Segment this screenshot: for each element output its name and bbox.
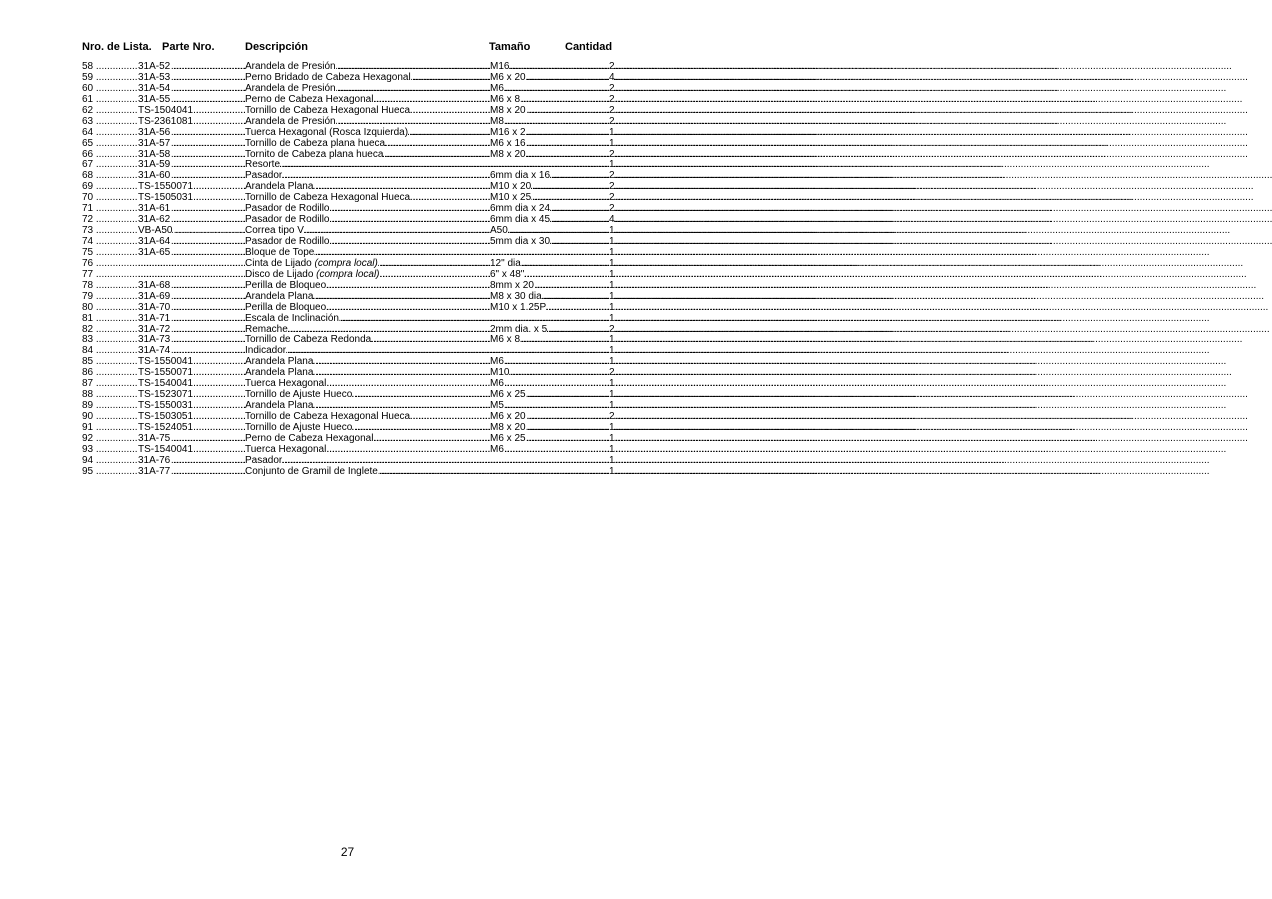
- size-text: M10: [490, 367, 510, 379]
- description-text: Tornillo de Cabeza Redonda: [245, 334, 372, 346]
- list-number-text: 65: [82, 137, 94, 149]
- list-number-text: 92: [82, 432, 94, 444]
- cell-size: [490, 117, 609, 128]
- cell-description: [245, 314, 490, 325]
- list-number-text: 76: [82, 257, 94, 269]
- header-description: Descripción: [245, 41, 308, 53]
- size-text: M10 x 20: [490, 181, 532, 193]
- description-text: Perno de Cabeza Hexagonal: [245, 432, 374, 444]
- description-text: Tuerca Hexagonal: [245, 378, 327, 390]
- quantity-text: 1: [609, 421, 615, 433]
- list-number-text: 75: [82, 246, 94, 258]
- description-text: Perno de Cabeza Hexagonal: [245, 93, 374, 105]
- list-number-text: 84: [82, 345, 94, 357]
- list-number-text: 89: [82, 400, 94, 412]
- description-text: Tornillo de Cabeza plana hueca: [245, 137, 386, 149]
- list-number-text: 61: [82, 93, 94, 105]
- description-text: Tornillo de Ajuste Hueco: [245, 389, 353, 401]
- description-text: Arandela Plana: [245, 400, 314, 412]
- quantity-text: 1: [609, 236, 615, 247]
- part-number-text: 31A-59: [138, 159, 171, 171]
- quantity-text: 2: [609, 323, 615, 335]
- quantity-text: 1: [609, 465, 615, 477]
- size-text: M6 x 8: [490, 334, 521, 346]
- cell-size: [490, 128, 609, 139]
- quantity-text: 2: [609, 367, 615, 379]
- part-number-text: 31A-76: [138, 454, 171, 466]
- cell-list-number: [82, 303, 138, 314]
- part-number-text: 31A-73: [138, 334, 171, 346]
- description-text: Pasador de Rodillo: [245, 203, 330, 215]
- description-text: Tornillo de Cabeza Hexagonal Hueca: [245, 411, 411, 422]
- list-number-text: 74: [82, 236, 94, 247]
- quantity-text: 1: [609, 225, 615, 237]
- table-row: [82, 303, 614, 314]
- table-row: [82, 128, 614, 139]
- cell-description: [245, 117, 490, 128]
- size-text: M8 x 20: [490, 104, 526, 116]
- quantity-text: 2: [609, 203, 615, 215]
- list-number-text: 80: [82, 301, 94, 313]
- list-number-text: 64: [82, 126, 94, 138]
- size-text: 2mm dia. x 5: [490, 323, 548, 335]
- description-text: Disco de Lijado: [245, 268, 317, 280]
- part-number-text: 31A-57: [138, 137, 171, 149]
- list-number-text: 63: [82, 115, 94, 127]
- description-text: Tuerca Hexagonal: [245, 443, 327, 455]
- part-number-text: 31A-54: [138, 82, 171, 94]
- size-text: M10 x 1.25P: [490, 301, 546, 313]
- list-number-text: 68: [82, 170, 94, 182]
- quantity-text: 2: [609, 82, 615, 94]
- table-row: [82, 314, 614, 325]
- description-note: (compra local): [316, 268, 380, 280]
- list-number-text: 88: [82, 389, 94, 401]
- quantity-text: 1: [609, 137, 615, 149]
- list-number-text: 81: [82, 312, 94, 324]
- part-number-text: 31A-55: [138, 93, 171, 105]
- description-text: Arandela Plana: [245, 181, 314, 193]
- cell-description: [245, 292, 490, 303]
- cell-list-number: [82, 139, 138, 150]
- list-number-text: 67: [82, 159, 94, 171]
- quantity-text: 1: [609, 126, 615, 138]
- list-number-text: 72: [82, 214, 94, 226]
- part-number-text: 31A-52: [138, 61, 171, 72]
- description-text: Indicador: [245, 345, 287, 357]
- quantity-text: 2: [609, 115, 615, 127]
- size-text: M6: [490, 443, 504, 455]
- quantity-text: 1: [609, 312, 615, 324]
- cell-size: [490, 467, 609, 478]
- part-number-text: TS-1540041: [138, 378, 194, 390]
- cell-list-number: [82, 467, 138, 478]
- cell-list-number: [82, 117, 138, 128]
- description-text: Tornillo de Cabeza Hexagonal Hueca: [245, 104, 411, 116]
- cell-quantity: [609, 467, 614, 478]
- list-number-text: 82: [82, 323, 94, 335]
- list-number-text: 59: [82, 71, 94, 83]
- description-text: Pasador: [245, 454, 283, 466]
- quantity-text: 1: [609, 432, 615, 444]
- cell-part-number: [138, 292, 245, 303]
- quantity-text: 2: [609, 93, 615, 105]
- list-number-text: 69: [82, 181, 94, 193]
- table-row: [82, 292, 614, 303]
- size-text: M8 x 20: [490, 421, 526, 433]
- description-text: Pasador: [245, 170, 283, 182]
- size-text: M6 x 25: [490, 389, 526, 401]
- size-text: M6: [490, 378, 504, 390]
- quantity-text: 2: [609, 61, 615, 72]
- list-number-text: 95: [82, 465, 94, 477]
- cell-list-number: [82, 128, 138, 139]
- list-number-text: 93: [82, 443, 94, 455]
- size-text: 6mm dia x 24: [490, 203, 551, 215]
- size-text: M8: [490, 115, 504, 127]
- cell-quantity: [609, 117, 614, 128]
- description-text: Arandela Plana: [245, 367, 314, 379]
- part-number-text: 31A-56: [138, 126, 171, 138]
- quantity-text: 1: [609, 268, 615, 280]
- size-text: M6 x 20: [490, 411, 526, 422]
- description-text: Correa tipo V: [245, 225, 304, 237]
- size-text: M8 x 30 dia: [490, 290, 542, 302]
- quantity-text: 1: [609, 356, 615, 368]
- size-text: M16 x 2: [490, 126, 526, 138]
- size-text: A50: [490, 225, 508, 237]
- list-number-text: 91: [82, 421, 94, 433]
- cell-size: [490, 139, 609, 150]
- quantity-text: 1: [609, 389, 615, 401]
- table-row: [82, 139, 614, 150]
- description-text: Remache: [245, 323, 288, 335]
- cell-description: [245, 139, 490, 150]
- list-number-text: 79: [82, 290, 94, 302]
- part-number-text: TS-1540041: [138, 443, 194, 455]
- cell-description: [245, 467, 490, 478]
- list-number-text: 86: [82, 367, 94, 379]
- cell-list-number: [82, 314, 138, 325]
- size-text: M8 x 20: [490, 148, 526, 160]
- part-number-text: 31A-75: [138, 432, 171, 444]
- description-text: Arandela Plana: [245, 356, 314, 368]
- description-text: Bloque de Tope: [245, 246, 315, 258]
- cell-part-number: [138, 117, 245, 128]
- cell-quantity: [609, 139, 614, 150]
- cell-part-number: [138, 467, 245, 478]
- cell-part-number: [138, 303, 245, 314]
- description-text: Tuerca Hexagonal (Rosca Izquierda): [245, 126, 409, 138]
- size-text: 12" dia: [490, 257, 521, 269]
- cell-size: [490, 292, 609, 303]
- part-number-text: 31A-61: [138, 203, 171, 215]
- description-text: Perilla de Bloqueo: [245, 301, 327, 313]
- cell-part-number: [138, 314, 245, 325]
- quantity-text: 2: [609, 181, 615, 193]
- part-number-text: 31A-74: [138, 345, 171, 357]
- part-number-text: VB-A50: [138, 225, 173, 237]
- quantity-text: 1: [609, 454, 615, 466]
- part-number-text: 31A-65: [138, 246, 171, 258]
- list-number-text: 62: [82, 104, 94, 116]
- cell-list-number: [82, 292, 138, 303]
- part-number-text: 31A-77: [138, 465, 171, 477]
- header-part-no: Parte Nro.: [162, 41, 215, 53]
- size-text: M6: [490, 356, 504, 368]
- part-number-text: TS-1550071: [138, 367, 194, 379]
- description-text: Arandela de Presión: [245, 115, 336, 127]
- part-number-text: TS-1504041: [138, 104, 194, 116]
- part-number-text: TS-1550041: [138, 356, 194, 368]
- cell-quantity: [609, 303, 614, 314]
- part-number-text: 31A-70: [138, 301, 171, 313]
- page-number: 27: [340, 845, 355, 859]
- description-note: (compra local): [314, 257, 378, 269]
- list-number-text: 85: [82, 356, 94, 368]
- part-number-text: TS-1550071: [138, 181, 194, 193]
- cell-quantity: [609, 292, 614, 303]
- quantity-text: 2: [609, 192, 615, 204]
- quantity-text: 1: [609, 279, 615, 291]
- list-number-text: 66: [82, 148, 94, 160]
- part-number-text: 31A-69: [138, 290, 171, 302]
- quantity-text: 1: [609, 443, 615, 455]
- description-text: Pasador de Rodillo: [245, 236, 330, 247]
- cell-quantity: [609, 314, 614, 325]
- description-text: Conjunto de Gramil de Inglete: [245, 465, 378, 477]
- quantity-text: 1: [609, 290, 615, 302]
- header-quantity: Cantidad: [565, 41, 613, 53]
- size-text: M16: [490, 61, 510, 72]
- table-row: [82, 467, 614, 478]
- part-number-text: TS-1524051: [138, 421, 194, 433]
- size-text: M6 x 25: [490, 432, 526, 444]
- description-text: Tornillo de Cabeza Hexagonal Hueca: [245, 192, 411, 204]
- size-text: M5: [490, 400, 504, 412]
- quantity-text: 1: [609, 301, 615, 313]
- description-text: Arandela de Presión: [245, 82, 336, 94]
- part-number-text: 31A-62: [138, 214, 171, 226]
- cell-part-number: [138, 139, 245, 150]
- part-number-text: TS-1523071: [138, 389, 194, 401]
- cell-size: [490, 314, 609, 325]
- quantity-text: 2: [609, 411, 615, 422]
- table-row: [82, 117, 614, 128]
- size-text: M6 x 16: [490, 137, 526, 149]
- size-text: 8mm x 20: [490, 279, 534, 291]
- list-number-text: 77: [82, 268, 94, 280]
- part-number-text: TS-1505031: [138, 192, 194, 204]
- size-text: 6mm dia x 16: [490, 170, 551, 182]
- part-number-text: TS-2361081: [138, 115, 194, 127]
- description-text: Resorte: [245, 159, 281, 171]
- list-number-text: 73: [82, 225, 94, 237]
- part-number-text: 31A-72: [138, 323, 171, 335]
- size-text: M10 x 25: [490, 192, 532, 204]
- part-number-text: 31A-53: [138, 71, 171, 83]
- list-number-text: 70: [82, 192, 94, 204]
- description-text: Tornillo de Ajuste Hueco: [245, 421, 353, 433]
- list-number-text: 58: [82, 61, 94, 72]
- cell-quantity: [609, 128, 614, 139]
- part-number-text: TS-1550031: [138, 400, 194, 412]
- quantity-text: 1: [609, 257, 615, 269]
- description-text: Pasador de Rodillo: [245, 214, 330, 226]
- description-text: Arandela Plana: [245, 290, 314, 302]
- quantity-text: 2: [609, 104, 615, 116]
- quantity-text: 4: [609, 214, 615, 226]
- quantity-text: 1: [609, 159, 615, 171]
- quantity-text: 4: [609, 71, 615, 83]
- cell-description: [245, 128, 490, 139]
- list-number-text: 87: [82, 378, 94, 390]
- list-number-text: 78: [82, 279, 94, 291]
- quantity-text: 1: [609, 334, 615, 346]
- part-number-text: 31A-71: [138, 312, 171, 324]
- list-number-text: 71: [82, 203, 94, 215]
- description-text: Tornito de Cabeza plana hueca: [245, 148, 384, 160]
- description-text: Escala de Inclinación: [245, 312, 339, 324]
- description-text: Perno Bridado de Cabeza Hexagonal: [245, 71, 411, 83]
- part-number-text: 31A-68: [138, 279, 171, 291]
- cell-size: [490, 303, 609, 314]
- cell-part-number: [138, 128, 245, 139]
- description-text: Perilla de Bloqueo: [245, 279, 327, 291]
- description-text: Arandela de Presión: [245, 61, 336, 72]
- header-size: Tamaño: [489, 41, 531, 53]
- size-text: M6: [490, 82, 504, 94]
- size-text: M6 x 8: [490, 93, 521, 105]
- list-number-text: 60: [82, 82, 94, 94]
- size-text: 5mm dia x 30: [490, 236, 551, 247]
- quantity-text: 1: [609, 345, 615, 357]
- quantity-text: 1: [609, 246, 615, 258]
- size-text: 6mm dia x 45: [490, 214, 551, 226]
- quantity-text: 1: [609, 378, 615, 390]
- quantity-text: 2: [609, 170, 615, 182]
- part-number-text: TS-1503051: [138, 411, 194, 422]
- list-number-text: 94: [82, 454, 94, 466]
- cell-description: [245, 303, 490, 314]
- list-number-text: 83: [82, 334, 94, 346]
- list-number-text: 90: [82, 411, 94, 422]
- quantity-text: 2: [609, 148, 615, 160]
- size-text: M6 x 20: [490, 71, 526, 83]
- description-text: Cinta de Lijado: [245, 257, 315, 269]
- part-number-text: 31A-60: [138, 170, 171, 182]
- header-list-no: Nro. de Lista.: [82, 41, 152, 53]
- size-text: 6" x 48": [490, 268, 525, 280]
- part-number-text: 31A-58: [138, 148, 171, 160]
- quantity-text: 1: [609, 400, 615, 412]
- parts-list: [82, 62, 614, 478]
- part-number-text: 31A-64: [138, 236, 171, 247]
